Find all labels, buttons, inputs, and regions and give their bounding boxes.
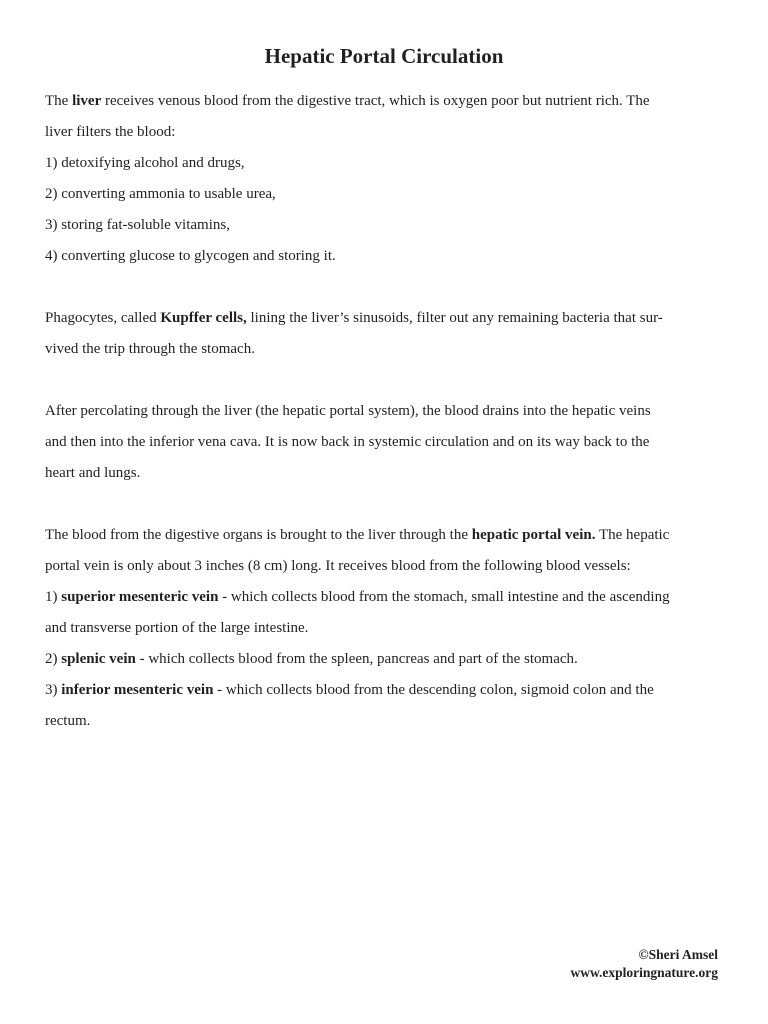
text-line — [45, 520, 725, 551]
text-line — [45, 303, 725, 334]
text-run: The — [45, 93, 73, 109]
list-item — [45, 582, 725, 613]
bold-term-hepatic-portal-vein: hepatic portal vein. — [471, 527, 596, 543]
bold-term-inferior-mesenteric-vein: inferior mesenteric vein — [61, 682, 214, 698]
bold-term-splenic-vein: splenic vein — [61, 651, 136, 667]
list-number: 3) — [45, 682, 62, 698]
text-run: - which collects blood from the descending colon, sigmoid colon and the — [213, 682, 654, 698]
paragraph-hepatic-veins — [45, 396, 725, 489]
website-text: www.exploringnature.org — [570, 965, 718, 980]
bold-term-kupffer-cells: Kupffer cells, — [160, 310, 247, 326]
text-line: vived the trip through the stomach. — [45, 341, 255, 357]
list-item — [45, 675, 725, 706]
text-run: lining the liver’s sinusoids, filter out any remaining bacteria that sur- — [246, 310, 663, 326]
text-line: portal vein is only about 3 inches (8 cm) long. It receives blood from the following blood vessels: — [45, 558, 631, 574]
footer-credit — [571, 946, 719, 982]
text-line — [45, 86, 725, 117]
text-line: and transverse portion of the large intestine. — [45, 620, 309, 636]
text-line: heart and lungs. — [45, 465, 141, 481]
list-item: 4) converting glucose to glycogen and storing it. — [45, 248, 336, 264]
text-run: - which collects blood from the stomach, small intestine and the ascending — [218, 589, 670, 605]
bold-term-liver: liver — [72, 93, 102, 109]
text-run: Phagocytes, called — [45, 310, 161, 326]
list-item — [45, 644, 725, 675]
copyright-text: ©Sheri Amsel — [638, 947, 718, 962]
paragraph-kupffer-cells — [45, 303, 725, 365]
list-number: 2) — [45, 651, 62, 667]
text-run: The blood from the digestive organs is brought to the liver through the — [45, 527, 472, 543]
paragraph-liver-function — [45, 86, 725, 272]
text-run: receives venous blood from the digestive tract, which is oxygen poor but nutrient rich. The — [101, 93, 650, 109]
text-line: liver filters the blood: — [45, 124, 176, 140]
text-line: After percolating through the liver (the hepatic portal system), the blood drains into the hepatic veins — [45, 403, 651, 419]
list-item: 2) converting ammonia to usable urea, — [45, 186, 276, 202]
list-item: 3) storing fat-soluble vitamins, — [45, 217, 230, 233]
text-line: rectum. — [45, 713, 91, 729]
page-title: Hepatic Portal Circulation — [264, 44, 504, 68]
list-number: 1) — [45, 589, 62, 605]
text-line: and then into the inferior vena cava. It is now back in systemic circulation and on its way back to the — [45, 434, 650, 450]
list-item: 1) detoxifying alcohol and drugs, — [45, 155, 245, 171]
text-run: The hepatic — [595, 527, 670, 543]
bold-term-superior-mesenteric-vein: superior mesenteric vein — [61, 589, 219, 605]
text-run: - which collects blood from the spleen, pancreas and part of the stomach. — [135, 651, 578, 667]
paragraph-hepatic-portal-vein — [45, 520, 725, 737]
